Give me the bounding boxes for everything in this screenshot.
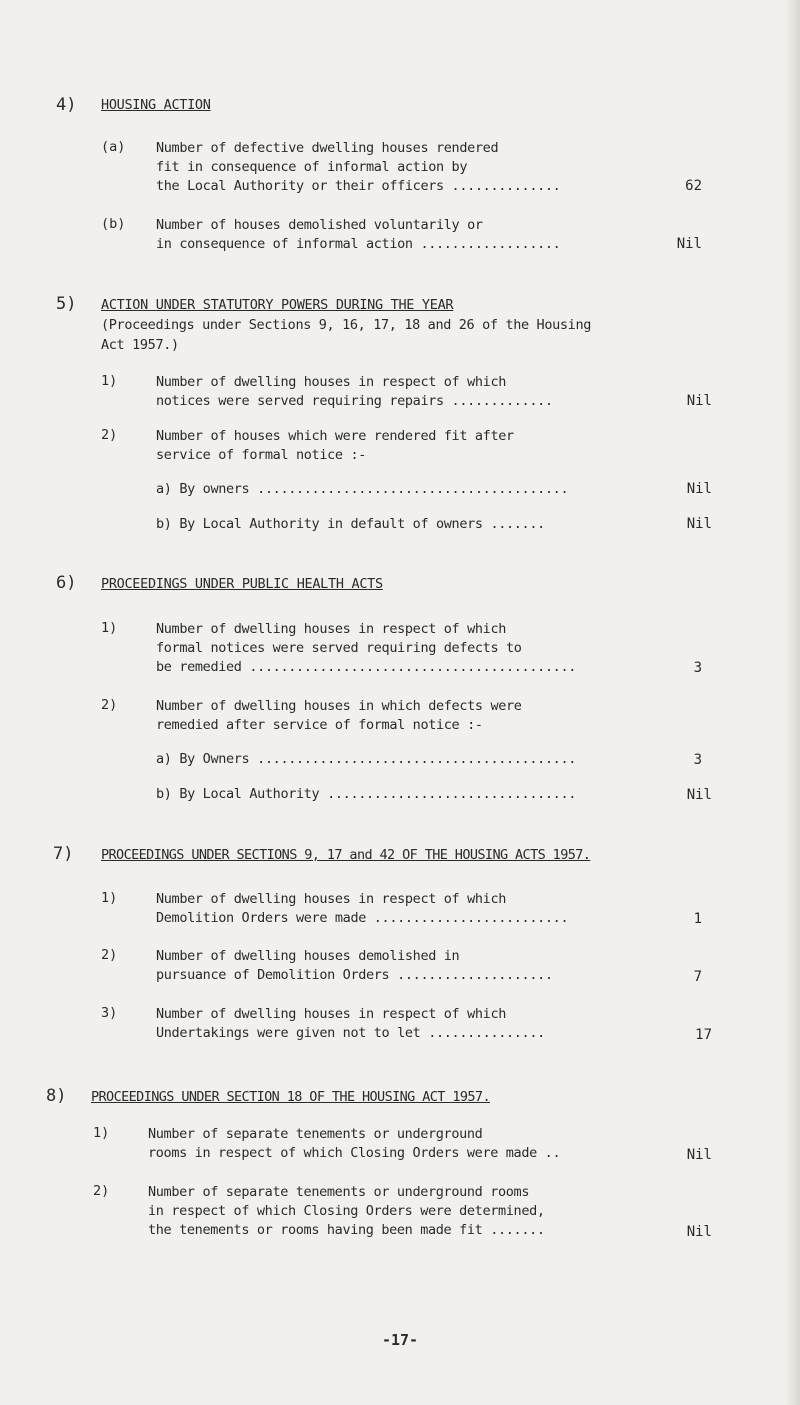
s4-b-line1: Number of houses demolished voluntarily or [156, 217, 483, 233]
s6-2b-line: b) By Local Authority ................................ [156, 786, 576, 802]
s5-2-label: 2) [101, 427, 118, 443]
s7-1-line2: Demolition Orders were made ......................... [156, 910, 569, 926]
section-5-heading: ACTION UNDER STATUTORY POWERS DURING THE YEAR [101, 297, 454, 313]
s7-1-value: 1 [693, 911, 702, 927]
s5-2-line2: service of formal notice :- [156, 447, 366, 463]
s7-1-label: 1) [101, 890, 118, 906]
s4-a-line3: the Local Authority or their officers .............. [156, 178, 561, 194]
s5-intro-line2: Act 1957.) [101, 337, 179, 353]
s5-1-line2: notices were served requiring repairs ............. [156, 393, 553, 409]
s5-1-line1: Number of dwelling houses in respect of which [156, 374, 506, 390]
s6-2-line2: remedied after service of formal notice :- [156, 717, 483, 733]
section-7-heading: PROCEEDINGS UNDER SECTIONS 9, 17 and 42 OF THE HOUSING ACTS 1957. [101, 847, 591, 863]
s7-2-line1: Number of dwelling houses demolished in [156, 948, 460, 964]
s4-a-line2: fit in consequence of informal action by [156, 159, 468, 175]
s4-a-value: 62 [685, 178, 702, 194]
s8-2-line1: Number of separate tenements or underground rooms [148, 1184, 530, 1200]
s8-1-line1: Number of separate tenements or underground [148, 1126, 483, 1142]
s7-2-value: 7 [693, 969, 702, 985]
s8-2-line3: the tenements or rooms having been made fit ....... [148, 1222, 545, 1238]
s7-3-label: 3) [101, 1005, 118, 1021]
s4-a-label: (a) [101, 139, 126, 155]
s7-3-line2: Undertakings were given not to let ............... [156, 1025, 545, 1041]
s4-a-line1: Number of defective dwelling houses rendered [156, 140, 499, 156]
page-edge-shadow [786, 0, 800, 1405]
section-8-heading: PROCEEDINGS UNDER SECTION 18 OF THE HOUSING ACT 1957. [91, 1089, 490, 1105]
s8-1-label: 1) [93, 1125, 110, 1141]
s4-b-label: (b) [101, 216, 126, 232]
s7-3-value: 17 [695, 1027, 712, 1043]
s4-b-value: Nil [676, 236, 702, 252]
s6-2b-value: Nil [686, 787, 712, 803]
section-4-heading: HOUSING ACTION [101, 97, 211, 113]
s7-3-line1: Number of dwelling houses in respect of which [156, 1006, 506, 1022]
s5-1-value: Nil [686, 393, 712, 409]
s8-2-value: Nil [686, 1224, 712, 1240]
section-6-heading: PROCEEDINGS UNDER PUBLIC HEALTH ACTS [101, 576, 383, 592]
s7-2-line2: pursuance of Demolition Orders .................... [156, 967, 553, 983]
s5-intro-line1: (Proceedings under Sections 9, 16, 17, 18 and 26 of the Housing [101, 317, 591, 333]
s6-1-line3: be remedied .......................................... [156, 659, 576, 675]
s6-2a-line: a) By Owners ......................................... [156, 751, 576, 767]
s8-2-label: 2) [93, 1183, 110, 1199]
s7-2-label: 2) [101, 947, 118, 963]
section-8-number: 8) [46, 1086, 67, 1106]
s4-b-line2: in consequence of informal action .................. [156, 236, 561, 252]
s5-2b-value: Nil [686, 516, 712, 532]
section-7-number: 7) [53, 844, 74, 864]
s6-1-value: 3 [693, 660, 702, 676]
s5-1-label: 1) [101, 373, 118, 389]
s6-2a-value: 3 [693, 752, 702, 768]
section-4-number: 4) [56, 95, 77, 115]
section-5-number: 5) [56, 294, 77, 314]
s7-1-line1: Number of dwelling houses in respect of which [156, 891, 506, 907]
s8-1-value: Nil [686, 1147, 712, 1163]
s5-2b-line: b) By Local Authority in default of owners ....... [156, 516, 545, 532]
page-number: -17- [381, 1331, 419, 1349]
s5-2-line1: Number of houses which were rendered fit after [156, 428, 514, 444]
s8-1-line2: rooms in respect of which Closing Orders were made .. [148, 1145, 561, 1161]
s5-2a-value: Nil [686, 481, 712, 497]
s8-2-line2: in respect of which Closing Orders were determined, [148, 1203, 545, 1219]
s6-2-line1: Number of dwelling houses in which defects were [156, 698, 522, 714]
s5-2a-line: a) By owners ........................................ [156, 481, 569, 497]
s6-2-label: 2) [101, 697, 118, 713]
s6-1-line1: Number of dwelling houses in respect of which [156, 621, 506, 637]
section-6-number: 6) [56, 573, 77, 593]
s6-1-label: 1) [101, 620, 118, 636]
s6-1-line2: formal notices were served requiring defects to [156, 640, 522, 656]
